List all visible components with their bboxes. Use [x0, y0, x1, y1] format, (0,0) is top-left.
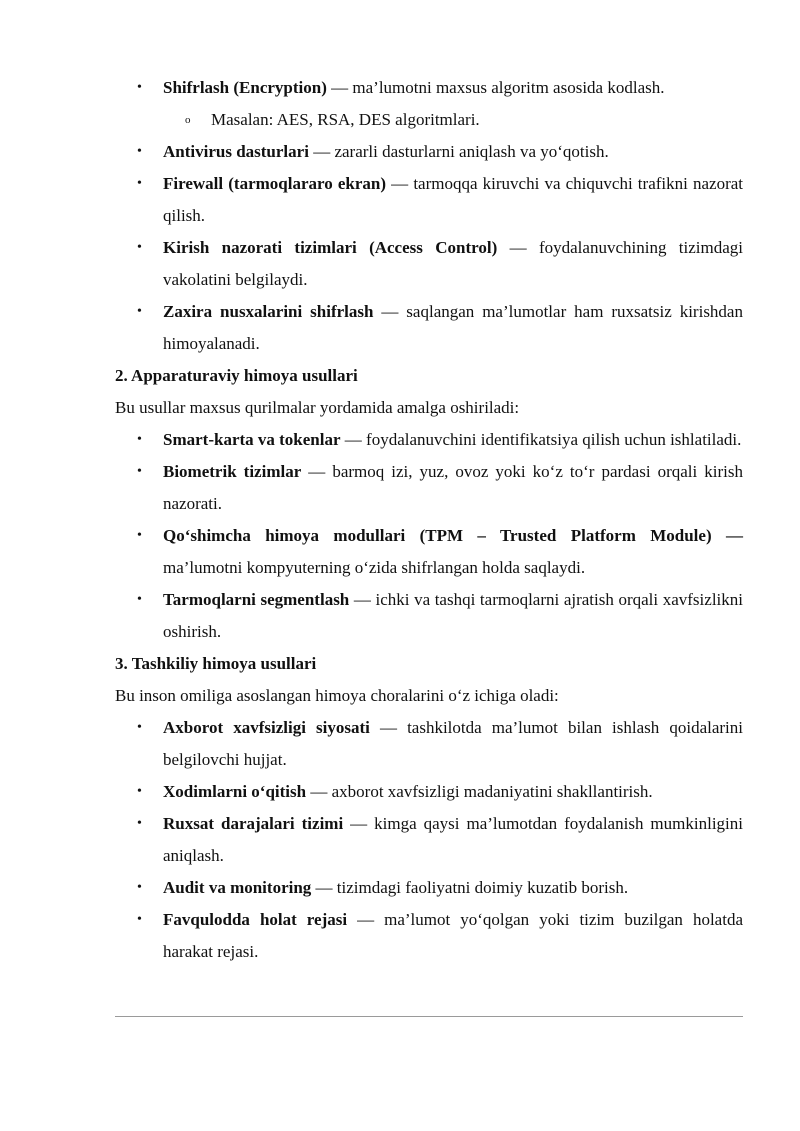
- list-item-desc: — tashkilotda ma’lumot bilan ishlash qoidalarini belgilovchi hujjat.: [163, 718, 743, 769]
- list-item-term: Firewall (tarmoqlararo ekran): [163, 174, 387, 193]
- bullet: •: [137, 720, 142, 735]
- list-item: [115, 296, 743, 360]
- section-intro: Bu inson omiliga asoslangan himoya choralarini o‘z ichiga oladi:: [115, 686, 559, 705]
- list-item: [115, 712, 743, 776]
- sub-bullet: o: [185, 114, 191, 126]
- list-item: [115, 584, 743, 648]
- bullet: •: [137, 912, 142, 927]
- page-divider: [115, 1016, 743, 1017]
- bullet: •: [137, 80, 142, 95]
- list-item-desc: — foydalanuvchining tizimdagi vakolatini belgilaydi.: [163, 238, 743, 289]
- section-heading: 2. Apparaturaviy himoya usullari: [115, 366, 358, 385]
- list-item-term: Kirish nazorati tizimlari (Access Control): [163, 238, 498, 257]
- bullet: •: [137, 144, 142, 159]
- bullet: •: [137, 432, 142, 447]
- list-item: [115, 520, 743, 584]
- bullet: •: [137, 528, 142, 543]
- list-item-desc: — axborot xavfsizligi madaniyatini shakllantirish.: [306, 782, 653, 801]
- list-item-desc: — foydalanuvchini identifikatsiya qilish uchun ishlatiladi.: [340, 430, 742, 449]
- list-item-term: Qo‘shimcha himoya modullari (TPM – Trusted Platform Module) —: [163, 526, 743, 545]
- list-item-term: Tarmoqlarni segmentlash: [163, 590, 350, 609]
- list-item-term: Ruxsat darajalari tizimi: [163, 814, 344, 833]
- list-item: [115, 904, 743, 968]
- list-item-term: Favqulodda holat rejasi: [163, 910, 348, 929]
- list-item-term: Xodimlarni o‘qitish: [163, 782, 307, 801]
- bullet: •: [137, 304, 142, 319]
- list-item-term: Zaxira nusxalarini shifrlash: [163, 302, 374, 321]
- list-item-desc: — saqlangan ma’lumotlar ham ruxsatsiz kirishdan himoyalanadi.: [163, 302, 743, 353]
- list-item: [115, 872, 743, 904]
- bullet: •: [137, 240, 142, 255]
- list-item: [115, 136, 743, 168]
- list-item-term: Antivirus dasturlari: [163, 142, 309, 161]
- list-item-desc: — tarmoqqa kiruvchi va chiquvchi trafikni nazorat qilish.: [163, 174, 743, 225]
- list-item-desc: — barmoq izi, yuz, ovoz yoki ko‘z to‘r pardasi orqali kirish nazorati.: [163, 462, 743, 513]
- list-item: [115, 776, 743, 808]
- bullet: •: [137, 176, 142, 191]
- list-item-term: Audit va monitoring: [163, 878, 312, 897]
- list-item-desc: — zararli dasturlarni aniqlash va yo‘qotish.: [308, 142, 609, 161]
- list-item: [115, 232, 743, 296]
- section-intro: Bu usullar maxsus qurilmalar yordamida amalga oshiriladi:: [115, 398, 520, 417]
- list-item-desc: — kimga qaysi ma’lumotdan foydalanish mumkinligini aniqlash.: [163, 814, 743, 865]
- list-item: [115, 424, 743, 456]
- list-item-desc: — tizimdagi faoliyatni doimiy kuzatib borish.: [311, 878, 629, 897]
- bullet: •: [137, 464, 142, 479]
- list-item-term: Shifrlash (Encryption): [163, 78, 327, 97]
- list-item-term: Axborot xavfsizligi siyosati: [163, 718, 370, 737]
- list-item: [115, 168, 743, 232]
- sub-list-item: [115, 104, 743, 136]
- bullet: •: [137, 880, 142, 895]
- list-item-desc: — ma’lumotni maxsus algoritm asosida kodlash.: [326, 78, 665, 97]
- section-heading: 3. Tashkiliy himoya usullari: [115, 654, 317, 673]
- list-item-desc: ma’lumotni kompyuterning o‘zida shifrlangan holda saqlaydi.: [163, 558, 586, 577]
- bullet: •: [137, 784, 142, 799]
- list-item-desc: — ichki va tashqi tarmoqlarni ajratish orqali xavfsizlikni oshirish.: [163, 590, 743, 641]
- list-item: [115, 808, 743, 872]
- bullet: •: [137, 816, 142, 831]
- list-item: [115, 72, 743, 104]
- bullet: •: [137, 592, 142, 607]
- document-page: [115, 72, 743, 968]
- list-item: [115, 456, 743, 520]
- list-item-term: Biometrik tizimlar: [163, 462, 302, 481]
- list-item-term: Smart-karta va tokenlar: [163, 430, 341, 449]
- list-item-desc: — ma’lumot yo‘qolgan yoki tizim buzilgan holatda harakat rejasi.: [163, 910, 743, 961]
- sub-list-item-text: Masalan: AES, RSA, DES algoritmlari.: [211, 110, 480, 129]
